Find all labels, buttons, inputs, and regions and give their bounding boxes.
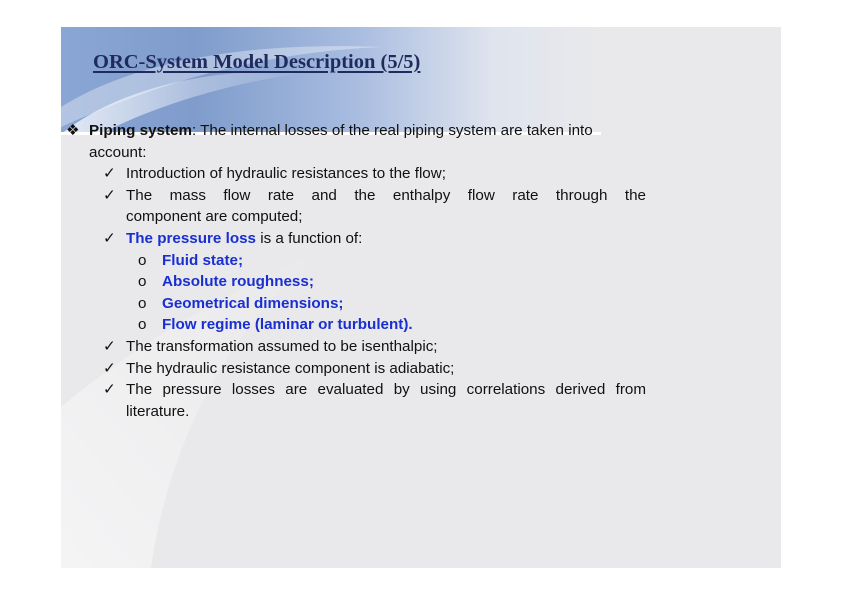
- list-item-correlations: [66, 379, 646, 401]
- diamond-bullet-icon: ❖: [66, 122, 80, 139]
- piping-system-label: Piping system: [89, 122, 192, 139]
- piping-system-bullet: [66, 120, 646, 142]
- list-item-adiabatic: [66, 358, 646, 380]
- check-icon: ✓: [103, 165, 116, 183]
- list-item-mass-flow-text: The mass flow rate and the enthalpy flow rate through the: [126, 186, 646, 204]
- sub-item-geometry: [66, 293, 646, 315]
- list-item-transformation-text: The transformation assumed to be isenthalpic;: [126, 337, 438, 355]
- check-icon: ✓: [103, 381, 116, 399]
- sub-item-flow-regime: [66, 314, 646, 336]
- sub-item-text: Absolute roughness;: [162, 273, 314, 291]
- sub-item-roughness: [66, 271, 646, 293]
- sub-item-text: Flow regime (laminar or turbulent).: [162, 316, 413, 334]
- piping-system-text: : The internal losses of the real piping system are taken into: [191, 122, 593, 139]
- list-item-correlations-continued: literature.: [126, 402, 190, 420]
- sub-item-text: Fluid state;: [162, 251, 244, 269]
- list-item-adiabatic-text: The hydraulic resistance component is adiabatic;: [126, 359, 455, 377]
- list-item-hydraulic-text: Introduction of hydraulic resistances to the flow;: [126, 165, 446, 183]
- list-item-transformation: [66, 336, 646, 358]
- circle-bullet-icon: o: [138, 294, 147, 312]
- pressure-loss-text: is a function of:: [256, 229, 363, 247]
- check-icon: ✓: [103, 186, 116, 204]
- circle-bullet-icon: o: [138, 273, 147, 291]
- list-item-mass-flow-continued: component are computed;: [126, 208, 303, 226]
- slide-content: [66, 120, 646, 422]
- slide-title: ORC-System Model Description (5/5): [93, 51, 421, 73]
- pressure-loss-label: The pressure loss: [126, 229, 256, 247]
- sub-item-fluid-state: [66, 250, 646, 272]
- check-icon: ✓: [103, 337, 116, 355]
- sub-item-text: Geometrical dimensions;: [162, 294, 344, 312]
- list-item-hydraulic: [66, 163, 646, 185]
- check-icon: ✓: [103, 229, 116, 247]
- piping-system-text-continued: account:: [89, 143, 147, 161]
- circle-bullet-icon: o: [138, 316, 147, 334]
- list-item-mass-flow: [66, 185, 646, 207]
- check-icon: ✓: [103, 359, 116, 377]
- list-item-pressure-loss: [66, 228, 646, 250]
- list-item-correlations-text: The pressure losses are evaluated by using correlations derived from: [126, 381, 646, 399]
- circle-bullet-icon: o: [138, 251, 147, 269]
